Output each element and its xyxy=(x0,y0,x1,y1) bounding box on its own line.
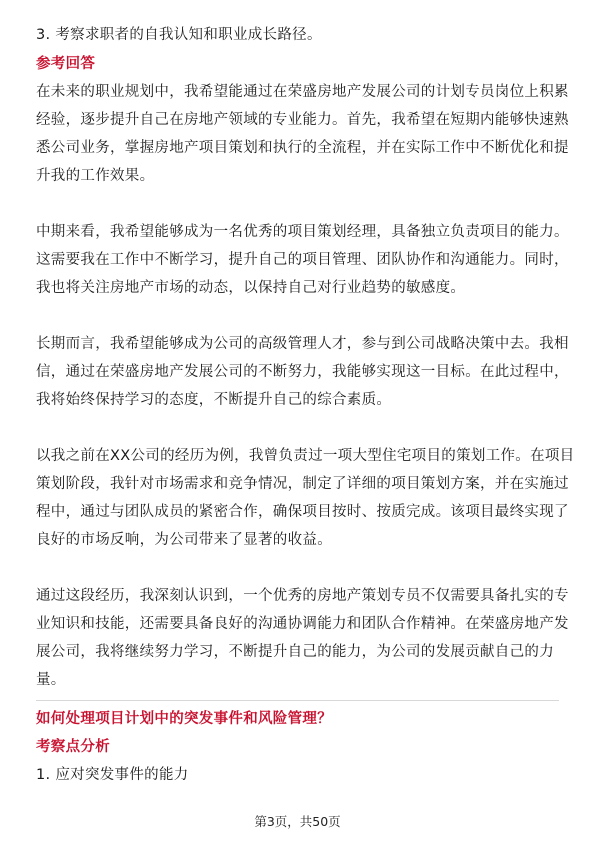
paragraph-line: 经验，逐步提升自己在房地产领域的专业能力。首先，我希望在短期内能够快速熟 xyxy=(36,112,569,128)
answer-paragraph xyxy=(36,218,569,302)
next-question-heading: 如何处理项目计划中的突发事件和风险管理？ xyxy=(36,711,332,727)
paragraph-line: 良好的市场反响，为公司带来了显著的收益。 xyxy=(36,532,332,548)
section-divider xyxy=(36,700,559,701)
paragraph-line: 中期来看，我希望能够成为一名优秀的项目策划经理，具备独立负责项目的能力。 xyxy=(36,224,569,240)
paragraph-gap xyxy=(36,190,559,218)
paragraph-line: 我将始终保持学习的态度，不断提升自己的综合素质。 xyxy=(36,392,392,408)
analysis-heading: 考察点分析 xyxy=(36,739,110,755)
paragraph-line: 我也将关注房地产市场的动态，以保持自己对行业趋势的敏感度。 xyxy=(36,280,466,296)
paragraph-gap xyxy=(36,554,559,582)
paragraph-line: 展公司，我将继续努力学习，不断提升自己的能力，为公司的发展贡献自己的力 xyxy=(36,644,554,660)
paragraph-line: 升我的工作效果。 xyxy=(36,168,155,184)
answer-paragraph xyxy=(36,78,569,190)
paragraph-line: 量。 xyxy=(36,672,66,688)
paragraph-line: 策划阶段，我针对市场需求和竞争情况，制定了详细的项目策划方案，并在实施过 xyxy=(36,476,569,492)
paragraph-line: 以我之前在XX公司的经历为例，我曾负责过一项大型住宅项目的策划工作。在项目 xyxy=(36,448,575,464)
paragraph-line: 长期而言，我希望能够成为公司的高级管理人才，参与到公司战略决策中去。我相 xyxy=(36,336,569,352)
paragraph-line: 通过这段经历，我深刻认识到，一个优秀的房地产策划专员不仅需要具备扎实的专 xyxy=(36,588,569,604)
document-page xyxy=(36,0,575,789)
answer-body xyxy=(36,78,575,694)
paragraph-line: 在未来的职业规划中，我希望能通过在荣盛房地产发展公司的计划专员岗位上积累 xyxy=(36,84,569,100)
answer-paragraph xyxy=(36,582,569,694)
analysis-point: 1. 应对突发事件的能力 xyxy=(36,767,189,783)
intro-point: 3. 考察求职者的自我认知和职业成长路径。 xyxy=(36,27,322,43)
paragraph-gap xyxy=(36,302,559,330)
paragraph-line: 程中，通过与团队成员的紧密合作，确保项目按时、按质完成。该项目最终实现了 xyxy=(36,504,569,520)
paragraph-line: 悉公司业务，掌握房地产项目策划和执行的全流程，并在实际工作中不断优化和提 xyxy=(36,140,569,156)
paragraph-line: 这需要我在工作中不断学习，提升自己的项目管理、团队协作和沟通能力。同时， xyxy=(36,252,569,268)
answer-heading: 参考回答 xyxy=(36,56,96,72)
paragraph-line: 业知识和技能，还需要具备良好的沟通协调能力和团队合作精神。在荣盛房地产发 xyxy=(36,616,569,632)
paragraph-line: 信，通过在荣盛房地产发展公司的不断努力，我能够实现这一目标。在此过程中， xyxy=(36,364,569,380)
paragraph-gap xyxy=(36,414,559,442)
answer-paragraph xyxy=(36,442,575,554)
answer-paragraph xyxy=(36,330,569,414)
page-footer: 第3页，共50页 xyxy=(254,814,341,829)
